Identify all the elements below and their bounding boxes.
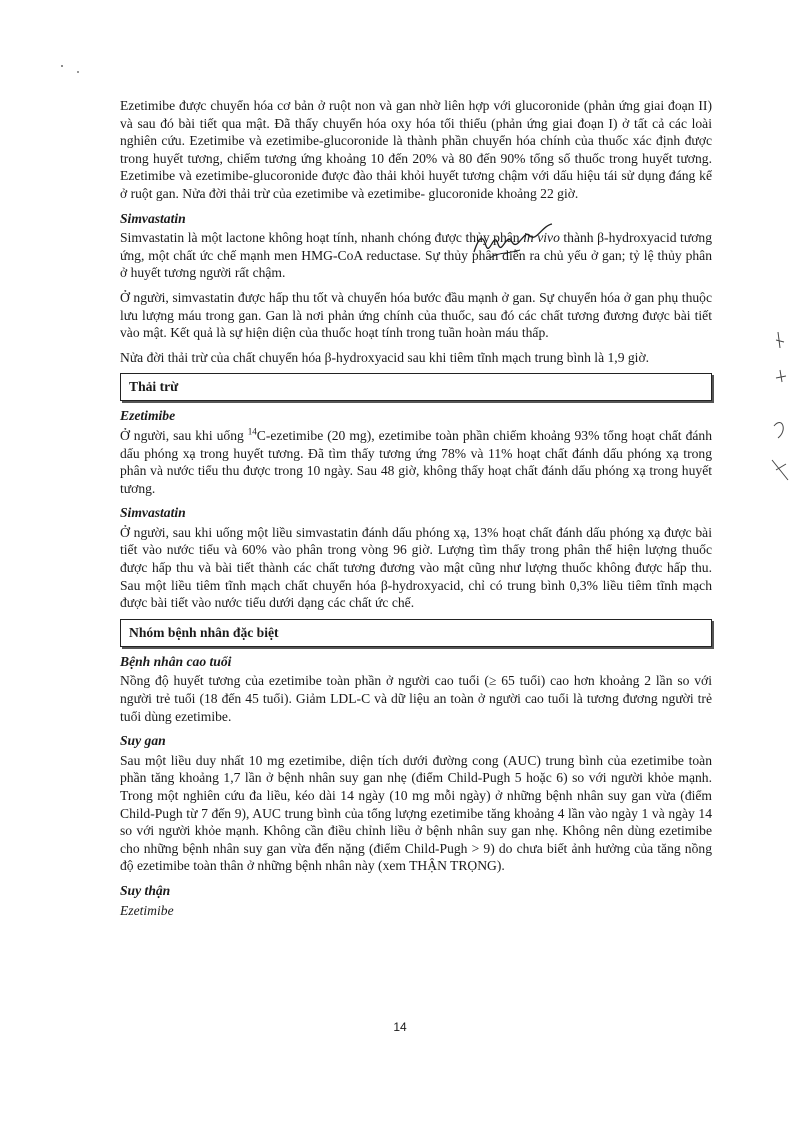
text-run: Simvastatin là một lactone không hoạt tính, nhanh chóng được thủy phân [120, 230, 524, 246]
paragraph-simvastatin-half-life: Nửa đời thải trừ của chất chuyển hóa β-hydroxyacid sau khi tiêm tĩnh mạch trung bình là 1,9 giờ. [120, 349, 650, 365]
section-heading-special-populations: Nhóm bệnh nhân đặc biệt [120, 619, 712, 647]
subheading-renal-ezetimibe: Ezetimibe [120, 902, 174, 918]
superscript: 14 [247, 426, 257, 437]
margin-scribbles [766, 330, 794, 490]
text-run: thành β-hydroxyacid tương ứng, một chất ức chế mạnh men HMG-CoA reductase. Sự thủy phân diễn ra chủ yếu ở gan; tỷ lệ thủy phân ở huyết tương người rất chậm. [120, 230, 712, 281]
section-heading-elimination: Thải trừ [120, 373, 712, 401]
paragraph-simvastatin-elimination: Ở người, sau khi uống một liều simvastatin đánh dấu phóng xạ, 13% hoạt chất đánh dấu phóng xạ được bài tiết vào nước tiểu và 60% vào phân trong vòng 96 giờ. Lượng tìm thấy trong phân thể hiện lượng thuốc được hấp thu và bài tiết thành các chất tương đương vào mật cũng như lượng thuốc không được hấp thu. Sau một liều tiêm tĩnh mạch chất chuyển hóa β-hydroxyacid, chỉ có trung bình 0,3% liều tiêm tĩnh mạch được bài tiết vào nước tiểu dưới dạng các chất ức chế. [120, 524, 712, 611]
text-run: C-ezetimibe (20 mg), ezetimibe toàn phần chiếm khoảng 93% tổng hoạt chất đánh dấu phóng xạ trong huyết tương. Đã tìm thấy tương ứng 78% và 11% hoạt chất đánh dấu phóng xạ trong phân và nước tiểu thu được trong 10 ngày. Sau 48 giờ, không thấy hoạt chất đánh dấu phóng xạ trong huyết tương. [120, 427, 712, 496]
paragraph-elderly: Nồng độ huyết tương của ezetimibe toàn phần ở người cao tuổi (≥ 65 tuổi) cao hơn khoảng 2 lần so với người trẻ tuổi (18 đến 45 tuổi). Giảm LDL-C và dữ liệu an toàn ở người cao tuổi là tương đương người trẻ tuổi dùng ezetimibe. [120, 673, 712, 724]
paragraph-hepatic-impairment: Sau một liều duy nhất 10 mg ezetimibe, diện tích dưới đường cong (AUC) trung bình của ezetimibe toàn phần tăng khoảng 1,7 lần ở bệnh nhân suy gan nhẹ (điểm Child-Pugh 5 hoặc 6) so với người khỏe mạnh. Trong một nghiên cứu đa liều, kéo dài 14 ngày (10 mg mỗi ngày) ở những bệnh nhân suy gan vừa (điểm Child-Pugh từ 7 đến 9), AUC trung bình của tổng lượng ezetimibe tăng khoảng 4 lần vào ngày 1 và ngày 14 so với người khỏe mạnh. Không cần điều chỉnh liều ở bệnh nhân suy gan nhẹ. Không nên dùng ezetimibe cho những bệnh nhân suy gan vừa đến nặng (điểm Child-Pugh > 9) do chưa biết ảnh hưởng của tăng nồng độ ezetimibe toàn thân ở những bệnh nhân này (xem THẬN TRỌNG). [120, 752, 712, 874]
text-run: Ở người, sau khi uống [120, 427, 248, 443]
paragraph-simvastatin-absorption: Ở người, simvastatin được hấp thu tốt và chuyển hóa bước đầu mạnh ở gan. Sự chuyển hóa ở gan phụ thuộc lưu lượng máu trong gan. Gan là nơi phản ứng chính của thuốc, sau đó các chất tương đương được bài tiết vào mật. Kết quả là sự hiện diện của thuốc hoạt tính trong tuần hoàn máu thấp. [120, 289, 712, 341]
heading-ezetimibe: Ezetimibe [120, 408, 176, 424]
paragraph-ezetimibe-metabolism: Ezetimibe được chuyển hóa cơ bản ở ruột non và gan nhờ liên hợp với glucoronide (phản ứng giai đoạn II) và sau đó bài tiết qua mật. Đã thấy chuyển hóa oxy hóa tối thiểu (phản ứng giai đoạn I) ở tất cả các loài nghiên cứu. Ezetimibe và ezetimibe-glucoronide là thành phần chuyển hóa chính của thuốc xác định được trong huyết tương, chiếm tương ứng khoảng 10 đến 20% và 80 đến 90% tổng số thuốc trong huyết tương. Ezetimibe và ezetimibe-glucoronide được đào thải khỏi huyết tương chậm với dấu hiệu tái sử dụng đáng kể ở ruột gan. Nửa đời thải trừ của ezetimibe và ezetimibe- glucoronide khoảng 22 giờ. [120, 98, 712, 201]
paragraph-simvastatin-hydrolysis [120, 229, 712, 282]
paragraph-ezetimibe-elimination [120, 427, 712, 497]
page-number: 14 [393, 1020, 407, 1034]
scan-specks [58, 60, 88, 85]
heading-elderly: Bệnh nhân cao tuổi [120, 653, 232, 669]
heading-renal-impairment: Suy thận [120, 882, 171, 898]
document-body [120, 97, 712, 919]
text-run-italic: in vivo [523, 230, 560, 246]
heading-simvastatin: Simvastatin [120, 210, 186, 226]
heading-simvastatin-elimination: Simvastatin [120, 505, 186, 521]
heading-hepatic-impairment: Suy gan [120, 733, 166, 749]
